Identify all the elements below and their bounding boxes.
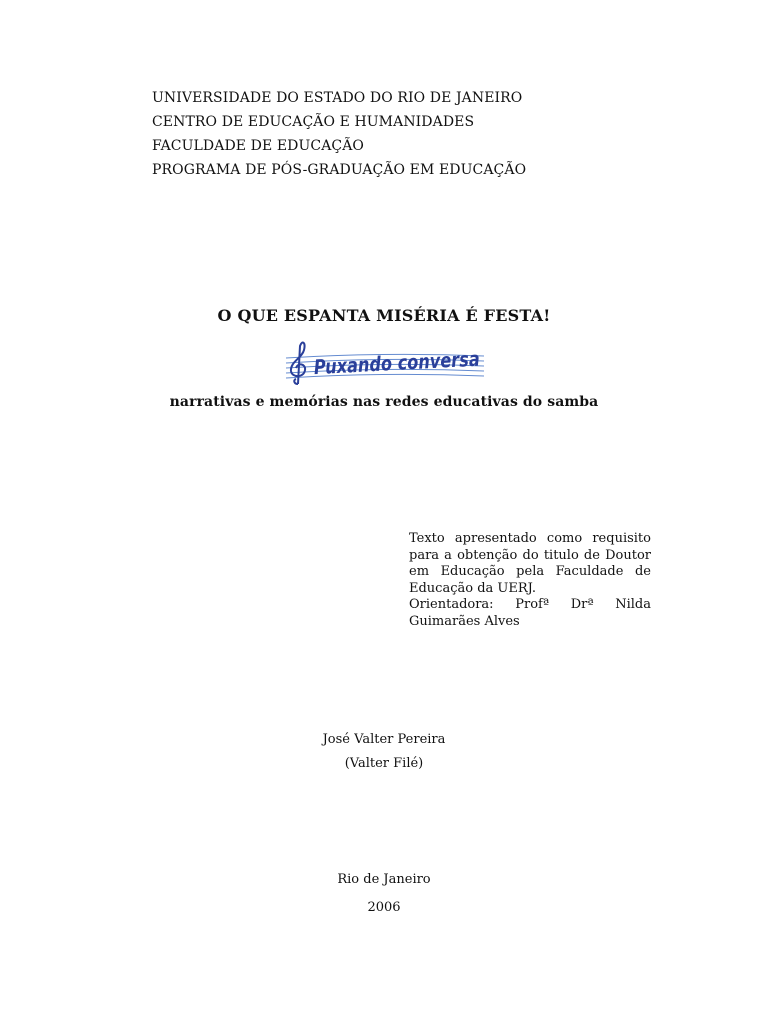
advisor-line: Orientadora: Profª Drª Nilda [409,597,651,612]
institution-header [152,86,526,182]
faculty-name: FACULDADE DE EDUCAÇÃO [152,138,365,154]
advisor-name-line: Guimarães Alves [409,613,520,629]
year: 2006 [367,900,401,915]
submission-description [409,531,651,630]
university-name: UNIVERSIDADE DO ESTADO DO RIO DE JANEIRO [152,90,523,106]
center-name: CENTRO DE EDUCAÇÃO E HUMANIDADES [152,114,475,130]
puxando-conversa-logo [284,338,520,388]
description-line: Texto apresentado como requisito [409,531,651,546]
place-date-block [0,866,768,922]
logo-text: Puxando conversa [313,344,520,380]
author-nickname: (Valter Filé) [344,756,424,771]
author-block [0,728,768,776]
description-line: para a obtenção do titulo de Doutor [409,547,651,563]
document-title: O QUE ESPANTA MISÉRIA É FESTA! [217,306,551,325]
program-name: PROGRAMA DE PÓS-GRADUAÇÃO EM EDUCAÇÃO [152,162,527,178]
description-line: Educação da UERJ. [409,580,536,596]
city: Rio de Janeiro [337,872,431,887]
author-name: José Valter Pereira [322,732,446,747]
description-line: em Educação pela Faculdade de [409,564,651,579]
document-subtitle: narrativas e memórias nas redes educativas do samba [169,394,599,410]
